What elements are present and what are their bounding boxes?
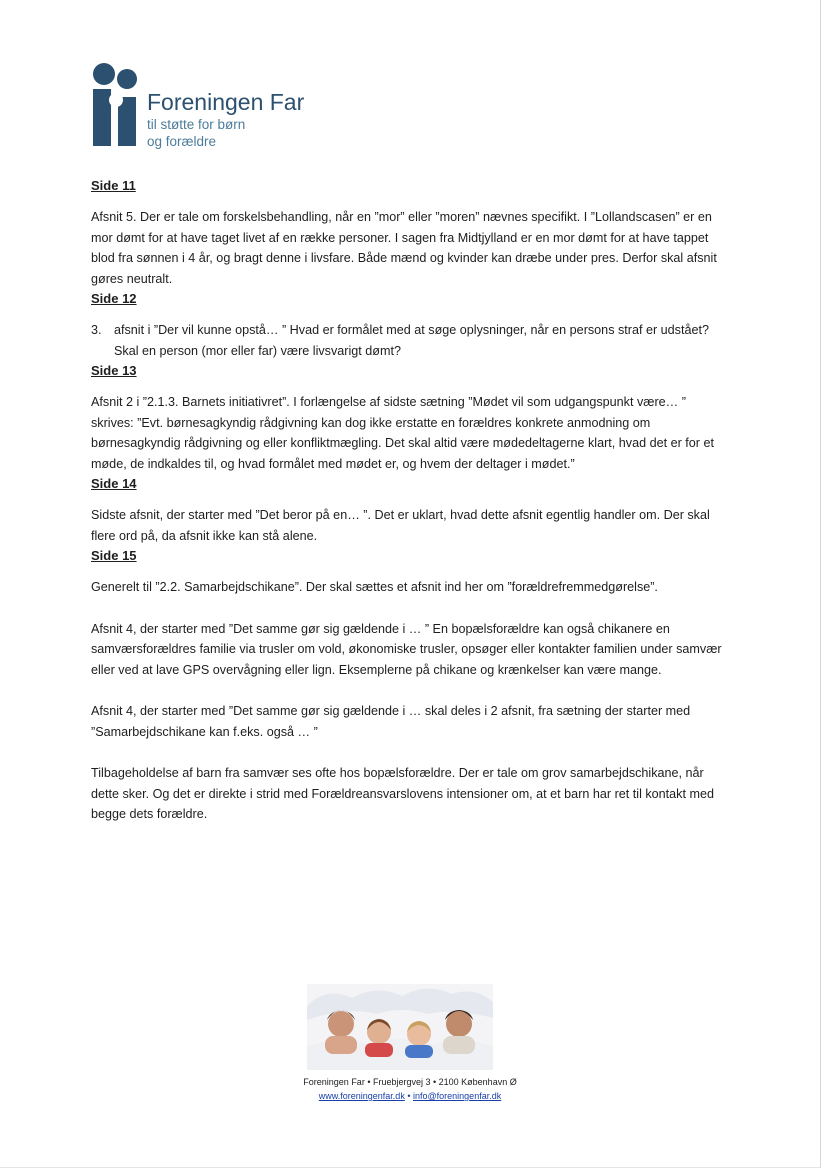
paragraph: Afsnit 2 i ”2.1.3. Barnets initiativret”. I forlængelse af sidste sætning ”Mødet vil som udgangspunkt være… ” skrives: ”Evt. børnesagkyndig rådgivning kan dog ikke erstatte en forældres konkrete anmodning om børnesagkyndig rådgivning og eller konfliktmægling. Det skal altid være mødedeltagerne klart, hvad det er for et møde, de indkaldes til, og hvad formålet med mødet er, og hvem der deltager i mødet.” (91, 395, 715, 471)
paragraph: Afsnit 5. Der er tale om forskelsbehandling, når en ”mor” eller ”moren” nævnes specifikt. I ”Lollandscasen” er en mor dømt for at have taget livet af en række personer. I sagen fra Midtjylland er en mor dømt for at have tappet blod fra sønnen i 4 år, og bragt denne i livsfare. Både mænd og kvinder kan dræbe under pres. Derfor skal afsnit gøres neutralt. (91, 210, 717, 286)
paragraph: Tilbageholdelse af barn fra samvær ses ofte hos bopælsforældre. Der er tale om grov samarbejdschikane, når dette sker. Og det er direkte i strid med Forældreansvarslovens intensioner om, at et barn har ret til kontakt med begge dets forældre. (91, 766, 714, 821)
paragraph: Afsnit 4, der starter med ”Det samme gør sig gældende i … skal deles i 2 afsnit, fra sætning der starter med ”Samarbejdschikane kan f.eks. også … ” (91, 704, 691, 739)
org-name: Foreningen Far (147, 89, 305, 115)
paragraph: Afsnit 4, der starter med ”Det samme gør sig gældende i … ” En bopælsforældre kan også chikanere en samværsforældres familie via trusler om vold, økonomiske trusler, opsøger eller kontakter familien under samvær eller ved at lave GPS overvågning eller lign. Eksemplerne på chikane og krænkelser kan være mange. (91, 621, 722, 677)
family-photo-image (307, 984, 493, 1070)
document-body (91, 176, 731, 825)
logo-mark-icon (92, 62, 144, 148)
item-number: 3. (91, 323, 102, 337)
paragraph: Sidste afsnit, der starter med ”Det beror på en… ”. Det er uklart, hvad dette afsnit egentlig handler om. Der skal flere ord på, da afsnit ikke kan stå alene. (91, 508, 710, 543)
footer-separator: • (407, 1091, 411, 1101)
section-heading: Side 15 (91, 548, 137, 563)
numbered-item (91, 320, 731, 361)
org-tagline-line1: til støtte for børn (147, 117, 246, 132)
section-heading: Side 13 (91, 363, 137, 378)
org-tagline-line2: og forældre (147, 134, 217, 149)
section-heading: Side 12 (91, 291, 137, 306)
org-logo (92, 62, 322, 152)
section-heading: Side 11 (91, 178, 136, 193)
footer-links (0, 1091, 820, 1101)
website-link[interactable]: www.foreningenfar.dk (318, 1091, 405, 1101)
section-heading: Side 14 (91, 476, 137, 491)
footer-address: Foreningen Far • Fruebjergvej 3 • 2100 København Ø (303, 1077, 517, 1087)
email-link[interactable]: info@foreningenfar.dk (413, 1091, 502, 1101)
item-text: afsnit i ”Der vil kunne opstå… ” Hvad er formålet med at søge oplysninger, når en persons straf er udstået? Skal en person (mor eller far) være livsvarigt dømt? (114, 323, 709, 358)
paragraph: Generelt til ”2.2. Samarbejdschikane”. Der skal sættes et afsnit ind her om ”forældrefremmedgørelse”. (91, 580, 658, 594)
